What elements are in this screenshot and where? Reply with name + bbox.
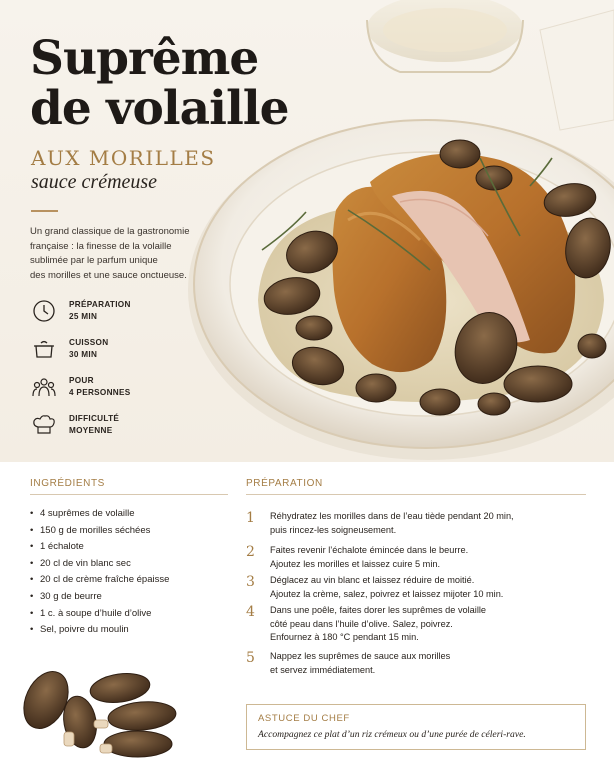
step-text: Déglacez au vin blanc et laissez réduire de moitié. Ajoutez la crème, salez, poivrez et laissez mijoter 10 min.: [270, 575, 504, 599]
fact-label: CUISSON: [69, 338, 109, 347]
list-item: • 150 g de morilles séchées: [30, 523, 169, 540]
fact-difficulty: [31, 406, 191, 444]
step-number: 5: [246, 650, 255, 666]
fact-servings: [31, 368, 191, 406]
ingredients-divider: [30, 494, 228, 495]
recipe-subtitle: AUX MORILLES: [31, 146, 216, 170]
title-line-1: Suprême: [30, 31, 259, 86]
recipe-intro: Un grand classique de la gastronomie française : la finesse de la volaille sublimée par le parfum unique des morilles et une sauce onctueuse.: [30, 226, 190, 281]
list-item: • 20 cl de vin blanc sec: [30, 556, 169, 573]
title-line-2: de volaille: [30, 81, 289, 136]
recipe-tagline: sauce crémeuse: [31, 171, 158, 193]
step-3: [246, 574, 586, 604]
accent-divider: [31, 210, 58, 212]
recipe-facts: [31, 292, 191, 444]
fact-value: 4 PERSONNES: [69, 388, 131, 397]
fact-label: DIFFICULTÉ: [69, 414, 120, 423]
step-number: 4: [246, 604, 255, 620]
fact-value: 25 MIN: [69, 312, 98, 321]
chef-tip-box: [246, 704, 586, 750]
step-5: [246, 650, 586, 680]
fact-value: 30 MIN: [69, 350, 98, 359]
people-icon: [31, 374, 57, 400]
list-item: • 1 c. à soupe d’huile d’olive: [30, 606, 169, 623]
chef-tip-text: Accompagnez ce plat d’un riz crémeux ou d’une purée de céleri-rave.: [258, 729, 526, 740]
list-item: • 4 suprêmes de volaille: [30, 506, 169, 523]
step-2: [246, 544, 586, 574]
wine-glass: [367, 0, 523, 72]
ingredients-list: [30, 506, 169, 639]
list-item: • 20 cl de crème fraîche épaisse: [30, 572, 169, 589]
fact-value: MOYENNE: [69, 426, 113, 435]
recipe-title: [30, 31, 320, 136]
chef-hat-icon: [31, 412, 57, 438]
fact-preparation: [31, 292, 191, 330]
clock-icon: [31, 298, 57, 324]
step-text: Dans une poêle, faites dorer les suprêmes de volaille côté peau dans l’huile d’olive. Salez, poivrez. Enfournez à 180 °C pendant 15 min.: [270, 605, 487, 642]
pot-icon: [31, 336, 57, 362]
napkin: [540, 10, 614, 130]
ingredients-heading: INGRÉDIENTS: [30, 478, 105, 489]
fact-cooking: [31, 330, 191, 368]
fact-label: POUR: [69, 376, 94, 385]
step-number: 1: [246, 510, 255, 526]
list-item: • 30 g de beurre: [30, 589, 169, 606]
dried-morels-photo: [16, 660, 196, 760]
recipe-details: [0, 462, 614, 768]
fact-label: PRÉPARATION: [69, 300, 131, 309]
preparation-steps: [246, 510, 586, 680]
list-item: • Sel, poivre du moulin: [30, 622, 169, 639]
preparation-heading: PRÉPARATION: [246, 478, 323, 489]
step-text: Nappez les suprêmes de sauce aux morilles et servez immédiatement.: [270, 651, 451, 675]
preparation-divider: [246, 494, 586, 495]
chef-tip-title: ASTUCE DU CHEF: [258, 713, 350, 724]
step-text: Faites revenir l’échalote émincée dans le beurre. Ajoutez les morilles et laissez cuire 5 min.: [270, 545, 469, 569]
step-1: [246, 510, 586, 544]
step-text: Réhydratez les morilles dans de l’eau tiède pendant 20 min, puis rincez-les soigneusement.: [270, 511, 514, 535]
step-number: 2: [246, 544, 255, 560]
step-number: 3: [246, 574, 255, 590]
list-item: • 1 échalote: [30, 539, 169, 556]
step-4: [246, 604, 586, 650]
